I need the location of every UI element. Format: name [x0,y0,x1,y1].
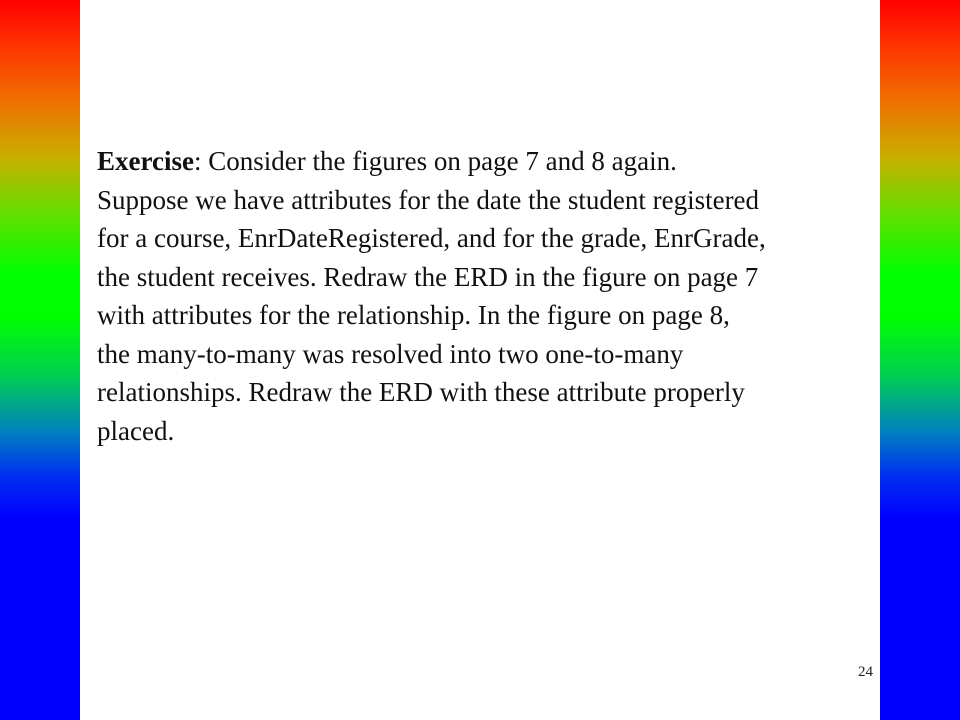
exercise-line-5: with attributes for the relationship. In the figure on page 8, [97,300,730,330]
exercise-line-1 [97,142,897,181]
exercise-line-7: relationships. Redraw the ERD with these attribute properly [97,377,745,407]
page-number: 24 [858,664,873,680]
exercise-text [97,142,897,450]
exercise-line-6: the many-to-many was resolved into two one-to-many [97,338,684,369]
exercise-line-2: Suppose we have attributes for the date the student registered [97,184,760,215]
exercise-line-8: placed. [97,415,175,446]
left-gradient-bar [0,0,80,720]
exercise-label: Exercise [97,146,194,176]
exercise-line-3: for a course, EnrDateRegistered, and for the grade, EnrGrade, [97,223,766,253]
exercise-line-4: the student receives. Redraw the ERD in the figure on page 7 [97,261,759,292]
exercise-line-1-text: : Consider the figures on page 7 and 8 again. [193,146,677,176]
